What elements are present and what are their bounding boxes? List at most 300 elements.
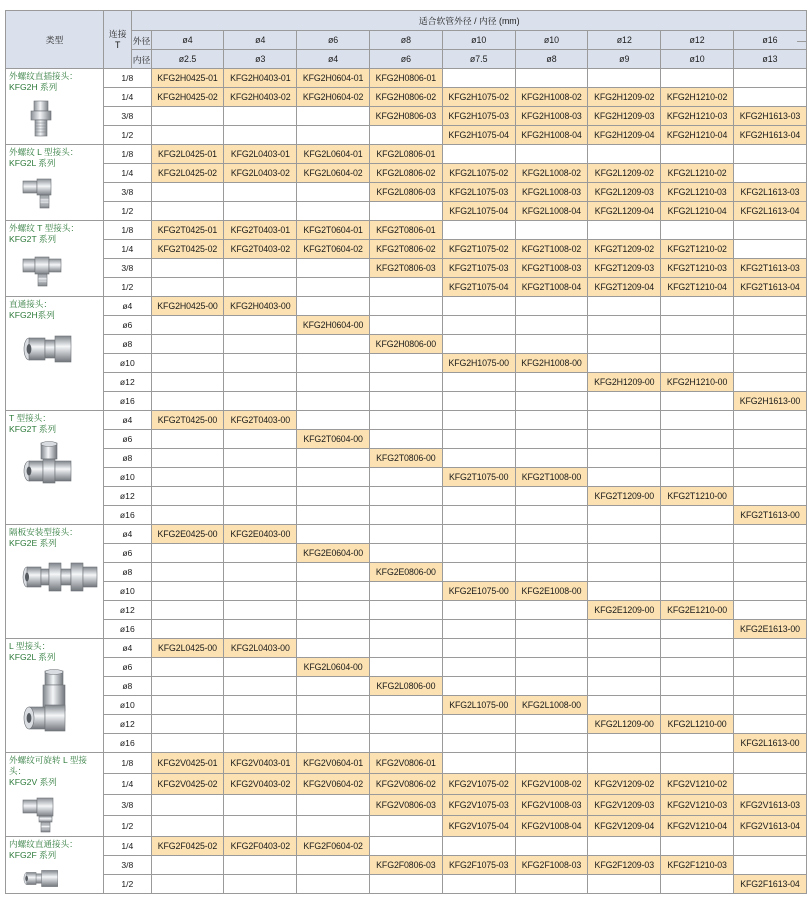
empty-cell: [369, 639, 442, 658]
empty-cell: [442, 601, 515, 620]
part-number-cell: KFG2L1613-03: [733, 183, 806, 202]
inner-diameter-cell: ø6: [369, 50, 442, 69]
empty-cell: [224, 335, 297, 354]
part-number-cell: KFG2L1210-04: [661, 202, 734, 221]
empty-cell: [297, 487, 370, 506]
part-number-cell: KFG2T1209-02: [588, 240, 661, 259]
table-row: [6, 658, 807, 677]
empty-cell: [515, 563, 588, 582]
empty-cell: [661, 411, 734, 430]
empty-cell: [369, 506, 442, 525]
empty-cell: [369, 430, 442, 449]
inner-diameter-cell: ø9: [588, 50, 661, 69]
empty-cell: [588, 145, 661, 164]
empty-cell: [224, 795, 297, 816]
empty-cell: [297, 856, 370, 875]
outer-diameter-cell: ø16: [733, 31, 806, 50]
connection-size-cell: ø6: [104, 316, 152, 335]
empty-cell: [515, 221, 588, 240]
part-number-cell: KFG2H0806-03: [369, 107, 442, 126]
fitting-selection-table-wrapper: [5, 10, 807, 894]
empty-cell: [442, 145, 515, 164]
connection-size-cell: 1/8: [104, 145, 152, 164]
table-row: [6, 734, 807, 753]
empty-cell: [224, 354, 297, 373]
table-row: [6, 677, 807, 696]
part-number-cell: KFG2H1209-04: [588, 126, 661, 145]
connection-size-cell: ø8: [104, 449, 152, 468]
part-number-cell: KFG2T0425-00: [151, 411, 224, 430]
empty-cell: [224, 487, 297, 506]
empty-cell: [515, 715, 588, 734]
table-row: [6, 715, 807, 734]
connection-size-cell: ø16: [104, 620, 152, 639]
empty-cell: [297, 335, 370, 354]
part-number-cell: KFG2L1008-02: [515, 164, 588, 183]
part-number-cell: KFG2V0425-01: [151, 753, 224, 774]
connection-header-label: 连接 T: [108, 28, 127, 50]
empty-cell: [224, 449, 297, 468]
empty-cell: [515, 544, 588, 563]
part-number-cell: KFG2L0806-03: [369, 183, 442, 202]
inner-diameter-cell: ø3: [224, 50, 297, 69]
empty-cell: [151, 715, 224, 734]
table-body: [6, 69, 807, 894]
table-row: [6, 795, 807, 816]
connection-size-cell: 1/8: [104, 753, 152, 774]
male-tee-fitting-icon: [21, 251, 101, 291]
fitting-type-cell: [6, 837, 104, 894]
fitting-type-name: 直通接头： KFG2H系列: [9, 299, 55, 320]
table-row: [6, 487, 807, 506]
part-number-cell: KFG2H1209-00: [588, 373, 661, 392]
empty-cell: [661, 430, 734, 449]
empty-cell: [297, 875, 370, 894]
table-row: [6, 753, 807, 774]
empty-cell: [297, 563, 370, 582]
part-number-cell: KFG2T1075-03: [442, 259, 515, 278]
empty-cell: [224, 582, 297, 601]
empty-cell: [515, 487, 588, 506]
part-number-cell: KFG2T1210-03: [661, 259, 734, 278]
part-number-cell: KFG2V1075-04: [442, 816, 515, 837]
part-number-cell: KFG2T1008-02: [515, 240, 588, 259]
table-row: [6, 837, 807, 856]
empty-cell: [224, 430, 297, 449]
fitting-type-cell: [6, 297, 104, 411]
empty-cell: [151, 183, 224, 202]
empty-cell: [515, 620, 588, 639]
empty-cell: [733, 411, 806, 430]
part-number-cell: KFG2E0425-00: [151, 525, 224, 544]
outer-diameter-cell: ø4: [151, 31, 224, 50]
empty-cell: [442, 487, 515, 506]
table-row: [6, 259, 807, 278]
connection-size-cell: ø12: [104, 601, 152, 620]
empty-cell: [733, 430, 806, 449]
connection-size-cell: ø4: [104, 525, 152, 544]
empty-cell: [661, 658, 734, 677]
inner-diameter-label: 内径: [132, 50, 151, 69]
empty-cell: [588, 837, 661, 856]
empty-cell: [588, 411, 661, 430]
fitting-type-cell: [6, 145, 104, 221]
empty-cell: [151, 620, 224, 639]
empty-cell: [151, 259, 224, 278]
fitting-type-cell: [6, 221, 104, 297]
empty-cell: [369, 620, 442, 639]
empty-cell: [442, 69, 515, 88]
part-number-cell: KFG2F1075-03: [442, 856, 515, 875]
part-number-cell: KFG2L0806-00: [369, 677, 442, 696]
empty-cell: [369, 126, 442, 145]
table-row: [6, 316, 807, 335]
empty-cell: [442, 411, 515, 430]
empty-cell: [442, 658, 515, 677]
empty-cell: [588, 544, 661, 563]
fitting-type-cell: [6, 639, 104, 753]
empty-cell: [369, 734, 442, 753]
swivel-elbow-fitting-icon: [21, 794, 101, 836]
table-row: [6, 107, 807, 126]
table-row: [6, 856, 807, 875]
empty-cell: [588, 354, 661, 373]
empty-cell: [733, 164, 806, 183]
fitting-type-name: 外螺纹 L 型接头： KFG2L 系列: [9, 147, 79, 168]
empty-cell: [733, 544, 806, 563]
connection-size-cell: ø12: [104, 715, 152, 734]
table-row: [6, 202, 807, 221]
empty-cell: [733, 856, 806, 875]
empty-cell: [442, 620, 515, 639]
empty-cell: [661, 297, 734, 316]
part-number-cell: KFG2T0806-03: [369, 259, 442, 278]
empty-cell: [515, 601, 588, 620]
part-number-cell: KFG2V1075-02: [442, 774, 515, 795]
empty-cell: [442, 715, 515, 734]
empty-cell: [151, 107, 224, 126]
part-number-cell: KFG2H1209-02: [588, 88, 661, 107]
empty-cell: [297, 715, 370, 734]
table-row: [6, 449, 807, 468]
empty-cell: [515, 875, 588, 894]
empty-cell: [369, 373, 442, 392]
table-row: [6, 468, 807, 487]
empty-cell: [588, 297, 661, 316]
part-number-cell: KFG2L1210-00: [661, 715, 734, 734]
empty-cell: [369, 715, 442, 734]
empty-cell: [224, 468, 297, 487]
part-number-cell: KFG2L1209-02: [588, 164, 661, 183]
part-number-cell: KFG2T0806-01: [369, 221, 442, 240]
empty-cell: [515, 837, 588, 856]
connection-size-cell: 1/4: [104, 240, 152, 259]
part-number-cell: KFG2T1613-03: [733, 259, 806, 278]
empty-cell: [733, 696, 806, 715]
empty-cell: [297, 107, 370, 126]
connection-size-cell: ø8: [104, 563, 152, 582]
empty-cell: [224, 202, 297, 221]
empty-cell: [151, 582, 224, 601]
part-number-cell: KFG2V0425-02: [151, 774, 224, 795]
outer-diameter-cell: ø8: [369, 31, 442, 50]
empty-cell: [224, 816, 297, 837]
table-row: [6, 582, 807, 601]
connection-size-cell: ø4: [104, 411, 152, 430]
empty-cell: [733, 373, 806, 392]
fitting-type-name: L 型接头： KFG2L 系列: [9, 641, 56, 662]
empty-cell: [151, 373, 224, 392]
table-row: [6, 335, 807, 354]
part-number-cell: KFG2F1209-03: [588, 856, 661, 875]
connection-size-cell: 3/8: [104, 259, 152, 278]
empty-cell: [661, 145, 734, 164]
part-number-cell: KFG2V1008-04: [515, 816, 588, 837]
inner-diameter-cell: ø10: [661, 50, 734, 69]
part-number-cell: KFG2T1613-00: [733, 506, 806, 525]
connection-size-cell: 1/8: [104, 69, 152, 88]
part-number-cell: KFG2H1008-04: [515, 126, 588, 145]
table-row: [6, 430, 807, 449]
part-number-cell: KFG2T0806-00: [369, 449, 442, 468]
empty-cell: [661, 620, 734, 639]
empty-cell: [297, 278, 370, 297]
male-straight-fitting-icon: [21, 99, 101, 141]
empty-cell: [733, 316, 806, 335]
part-number-cell: KFG2L0604-02: [297, 164, 370, 183]
part-number-cell: KFG2H0403-02: [224, 88, 297, 107]
inner-diameter-cell: ø2.5: [151, 50, 224, 69]
empty-cell: [369, 582, 442, 601]
empty-cell: [297, 297, 370, 316]
table-row: [6, 373, 807, 392]
part-number-cell: KFG2T1075-02: [442, 240, 515, 259]
union-straight-fitting-icon: [21, 327, 101, 369]
part-number-cell: KFG2L0403-01: [224, 145, 297, 164]
table-header: [6, 11, 807, 69]
empty-cell: [151, 468, 224, 487]
part-number-cell: KFG2H1008-00: [515, 354, 588, 373]
connection-size-cell: ø6: [104, 658, 152, 677]
empty-cell: [369, 202, 442, 221]
part-number-cell: KFG2E1075-00: [442, 582, 515, 601]
part-number-cell: KFG2E0403-00: [224, 525, 297, 544]
connection-size-cell: 1/8: [104, 221, 152, 240]
empty-cell: [151, 430, 224, 449]
part-number-cell: KFG2L1209-04: [588, 202, 661, 221]
outer-diameter-cell: ø10: [515, 31, 588, 50]
fitting-type-name: 外螺纹可旋转 L 型接头： KFG2V 系列: [9, 755, 87, 787]
empty-cell: [588, 677, 661, 696]
table-row: [6, 544, 807, 563]
connection-size-cell: 1/4: [104, 837, 152, 856]
fitting-type-cell: [6, 753, 104, 837]
empty-cell: [661, 525, 734, 544]
table-row: [6, 354, 807, 373]
table-row: [6, 696, 807, 715]
empty-cell: [588, 392, 661, 411]
part-number-cell: KFG2V0806-02: [369, 774, 442, 795]
part-number-cell: KFG2H1613-04: [733, 126, 806, 145]
empty-cell: [588, 221, 661, 240]
empty-cell: [297, 126, 370, 145]
part-number-cell: KFG2L1075-02: [442, 164, 515, 183]
part-number-cell: KFG2T1209-04: [588, 278, 661, 297]
part-number-cell: KFG2T1210-04: [661, 278, 734, 297]
empty-cell: [661, 468, 734, 487]
empty-cell: [442, 430, 515, 449]
empty-cell: [297, 354, 370, 373]
empty-cell: [151, 354, 224, 373]
empty-cell: [297, 639, 370, 658]
table-row: [6, 506, 807, 525]
fitting-type-cell: [6, 525, 104, 639]
empty-cell: [733, 297, 806, 316]
empty-cell: [588, 525, 661, 544]
empty-cell: [224, 677, 297, 696]
empty-cell: [442, 563, 515, 582]
part-number-cell: KFG2V1613-03: [733, 795, 806, 816]
empty-cell: [297, 468, 370, 487]
table-row: [6, 183, 807, 202]
empty-cell: [151, 795, 224, 816]
part-number-cell: KFG2L1075-04: [442, 202, 515, 221]
empty-cell: [297, 582, 370, 601]
table-row: [6, 240, 807, 259]
empty-cell: [151, 506, 224, 525]
empty-cell: [369, 468, 442, 487]
connection-size-cell: ø16: [104, 392, 152, 411]
empty-cell: [733, 145, 806, 164]
empty-cell: [369, 525, 442, 544]
outer-diameter-cell: ø12: [588, 31, 661, 50]
empty-cell: [661, 221, 734, 240]
empty-cell: [515, 639, 588, 658]
part-number-cell: KFG2H0806-01: [369, 69, 442, 88]
outer-diameter-label: 外径: [132, 31, 151, 50]
part-number-cell: KFG2L0604-01: [297, 145, 370, 164]
empty-cell: [297, 601, 370, 620]
empty-cell: [297, 525, 370, 544]
part-number-cell: KFG2V1209-02: [588, 774, 661, 795]
empty-cell: [515, 297, 588, 316]
header-edge-line: [797, 41, 807, 42]
connection-size-cell: ø10: [104, 468, 152, 487]
empty-cell: [224, 875, 297, 894]
part-number-cell: KFG2L1008-03: [515, 183, 588, 202]
part-number-cell: KFG2T1008-03: [515, 259, 588, 278]
empty-cell: [369, 837, 442, 856]
female-straight-fitting-icon: [21, 867, 101, 892]
empty-cell: [588, 316, 661, 335]
empty-cell: [588, 430, 661, 449]
empty-cell: [151, 126, 224, 145]
empty-cell: [515, 753, 588, 774]
connection-size-cell: 1/4: [104, 88, 152, 107]
outer-diameter-cell: ø4: [224, 31, 297, 50]
part-number-cell: KFG2V1210-02: [661, 774, 734, 795]
part-number-cell: KFG2H1075-03: [442, 107, 515, 126]
part-number-cell: KFG2L1209-03: [588, 183, 661, 202]
empty-cell: [588, 449, 661, 468]
inner-diameter-cell: ø8: [515, 50, 588, 69]
part-number-cell: KFG2F0425-02: [151, 837, 224, 856]
empty-cell: [733, 221, 806, 240]
empty-cell: [297, 816, 370, 837]
connection-size-cell: ø10: [104, 354, 152, 373]
part-number-cell: KFG2L1008-04: [515, 202, 588, 221]
empty-cell: [297, 795, 370, 816]
empty-cell: [442, 734, 515, 753]
part-number-cell: KFG2L1209-00: [588, 715, 661, 734]
empty-cell: [733, 69, 806, 88]
empty-cell: [151, 449, 224, 468]
empty-cell: [515, 392, 588, 411]
empty-cell: [224, 183, 297, 202]
empty-cell: [515, 430, 588, 449]
part-number-cell: KFG2L0425-02: [151, 164, 224, 183]
connection-size-cell: 1/2: [104, 278, 152, 297]
empty-cell: [151, 856, 224, 875]
part-number-cell: KFG2H0403-00: [224, 297, 297, 316]
empty-cell: [224, 259, 297, 278]
fitting-type-name: T 型接头： KFG2T 系列: [9, 413, 57, 434]
empty-cell: [369, 544, 442, 563]
empty-cell: [224, 658, 297, 677]
table-row: [6, 816, 807, 837]
part-number-cell: KFG2F0604-02: [297, 837, 370, 856]
empty-cell: [442, 297, 515, 316]
empty-cell: [369, 601, 442, 620]
empty-cell: [224, 278, 297, 297]
empty-cell: [369, 487, 442, 506]
part-number-cell: KFG2T1209-03: [588, 259, 661, 278]
empty-cell: [297, 620, 370, 639]
part-number-cell: KFG2H1209-03: [588, 107, 661, 126]
connection-size-cell: ø4: [104, 639, 152, 658]
empty-cell: [661, 696, 734, 715]
part-number-cell: KFG2H1008-02: [515, 88, 588, 107]
empty-cell: [588, 335, 661, 354]
empty-cell: [442, 875, 515, 894]
empty-cell: [151, 392, 224, 411]
part-number-cell: KFG2E1613-00: [733, 620, 806, 639]
hose-size-range-title: 适合软管外径 / 内径 (mm): [132, 11, 807, 31]
empty-cell: [369, 297, 442, 316]
connection-size-cell: ø10: [104, 582, 152, 601]
part-number-cell: KFG2E0604-00: [297, 544, 370, 563]
empty-cell: [515, 525, 588, 544]
part-number-cell: KFG2H0403-01: [224, 69, 297, 88]
empty-cell: [151, 677, 224, 696]
part-number-cell: KFG2F0806-03: [369, 856, 442, 875]
empty-cell: [442, 506, 515, 525]
part-number-cell: KFG2V1210-03: [661, 795, 734, 816]
empty-cell: [224, 620, 297, 639]
table-row: [6, 221, 807, 240]
part-number-cell: KFG2T0403-01: [224, 221, 297, 240]
empty-cell: [224, 544, 297, 563]
empty-cell: [442, 373, 515, 392]
empty-cell: [224, 696, 297, 715]
table-row: [6, 297, 807, 316]
empty-cell: [297, 506, 370, 525]
connection-size-cell: 1/2: [104, 126, 152, 145]
part-number-cell: KFG2T1613-04: [733, 278, 806, 297]
union-elbow-fitting-icon: [21, 669, 101, 739]
empty-cell: [515, 316, 588, 335]
part-number-cell: KFG2V1209-03: [588, 795, 661, 816]
